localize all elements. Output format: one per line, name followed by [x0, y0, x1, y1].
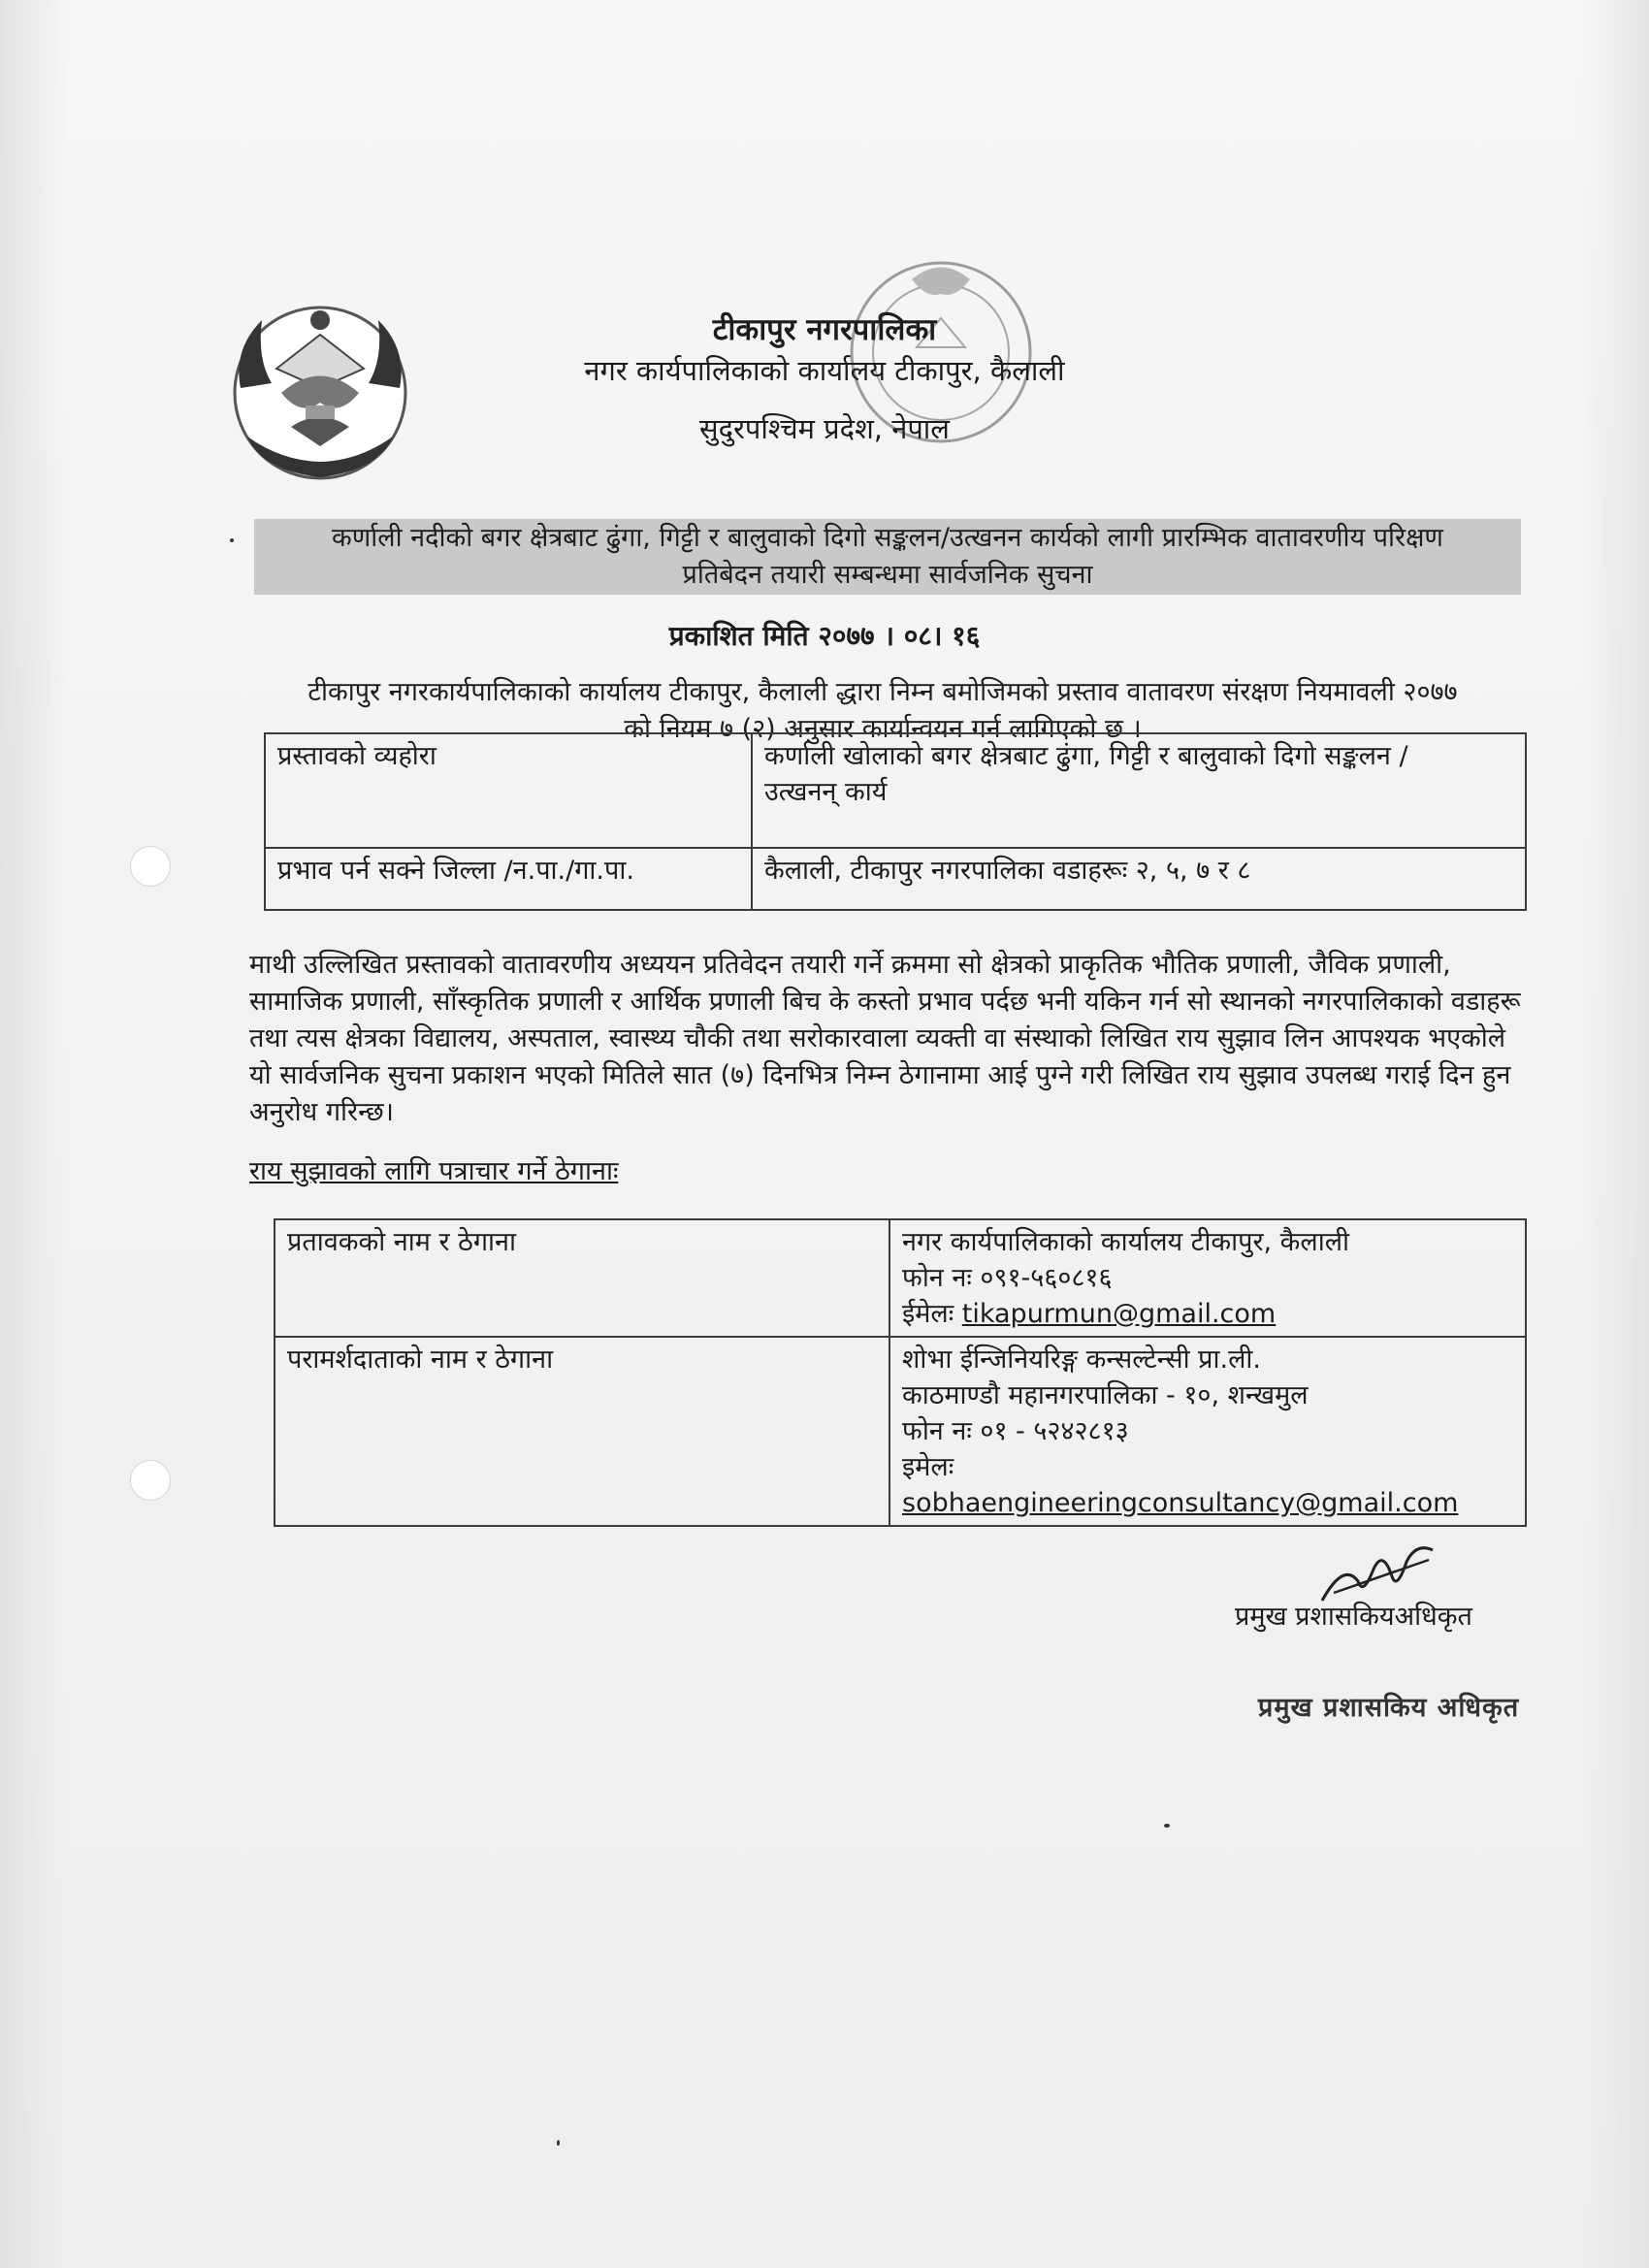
notice-subject-line-2: प्रतिबेदन तयारी सम्बन्धमा सार्वजनिक सुचना	[682, 560, 1093, 590]
consultant-label: परामर्शदाताको नाम र ठेगाना	[275, 1337, 889, 1526]
consultant-email-line	[902, 1449, 1513, 1521]
published-date: प्रकाशित मिति २०७७ । ०८। १६	[668, 620, 981, 652]
punch-hole-bottom	[130, 1460, 171, 1501]
affected-area-value: कैलाली, टीकापुर नगरपालिका वडाहरूः २, ५, ७ र ८	[752, 848, 1526, 910]
proponent-label: प्रतावकको नाम र ठेगाना	[275, 1219, 889, 1337]
proposal-value	[752, 733, 1526, 848]
consultant-name: शोभा ईन्जिनियरिङ्ग कन्सल्टेन्सी प्रा.ली.	[902, 1345, 1261, 1375]
affected-area-label: प्रभाव पर्न सक्ने जिल्ला /न.पा./गा.पा.	[265, 848, 752, 910]
proponent-name: नगर कार्यपालिकाको कार्यालय टीकापुर, कैलाली	[902, 1227, 1350, 1257]
scan-speck	[230, 538, 234, 542]
notice-intro-line-2: को नियम ७ (२) अनुसार कार्यान्वयन गर्न लागिएको छ ।	[624, 714, 1142, 744]
consultant-email[interactable]: sobhaengineeringconsultancy@gmail.com	[902, 1488, 1459, 1518]
province-name: सुदुरपश्चिम प्रदेश, नेपाल	[699, 412, 950, 445]
table-row	[275, 1337, 1526, 1526]
proposal-value-line-2: उत्खनन् कार्य	[764, 777, 888, 807]
proponent-email-line	[902, 1296, 1513, 1332]
proponent-email-label: ईमेलः	[902, 1299, 954, 1329]
signatory-title: प्रमुख प्रशासकियअधिकृत	[1235, 1602, 1472, 1632]
proponent-details	[889, 1219, 1526, 1337]
table-row	[265, 848, 1526, 910]
stamp-title: प्रमुख प्रशासकिय अधिकृत	[1258, 1693, 1520, 1723]
proposal-value-line-1: कर्णाली खोलाको बगर क्षेत्रबाट ढुंगा, गिट्टी र बालुवाको दिगो सङ्कलन /	[764, 741, 1408, 771]
notice-subject	[254, 520, 1521, 594]
address-table	[274, 1218, 1527, 1527]
proponent-email[interactable]: tikapurmun@gmail.com	[961, 1299, 1277, 1329]
punch-hole-top	[130, 846, 171, 887]
office-name: नगर कार्यपालिकाको कार्यालय टीकापुर, कैलाली	[584, 354, 1065, 387]
scan-speck	[557, 2140, 560, 2146]
address-heading: राय सुझावको लागि पत्राचार गर्ने ठेगानाः	[249, 1156, 619, 1186]
org-name: टीकापुर नगरपालिका	[712, 312, 937, 347]
table-row	[265, 733, 1526, 848]
proposal-label: प्रस्तावको व्यहोरा	[265, 733, 752, 848]
proponent-phone: फोन नः ०९१-५६०८१६	[902, 1263, 1113, 1293]
notice-intro-line-1: टीकापुर नगरकार्यपालिकाको कार्यालय टीकापुर, कैलाली द्धारा निम्न बमोजिमको प्रस्ताव वातावरण संरक्षण नियमावली २०७७	[307, 677, 1458, 707]
consultant-phone: फोन नः ०१ - ५२४२८१३	[902, 1416, 1129, 1446]
body-paragraph: माथी उल्लिखित प्रस्तावको वातावरणीय अध्ययन प्रतिवेदन तयारी गर्ने क्रममा सो क्षेत्रको प्राकृतिक भौतिक प्रणाली, जैविक प्रणाली, सामाजिक प्रणाली, साँस्कृतिक प्रणाली र आर्थिक प्रणाली बिच के कस्तो प्रभाव पर्दछ भनी यकिन गर्न सो स्थानको नगरपालिकाको वडाहरू तथा त्यस क्षेत्रका विद्यालय, अस्पताल, स्वास्थ्य चौकी तथा सरोकारवाला व्यक्ती वा संस्थाको लिखित राय सुझाव लिन आपश्यक भएकोले यो सार्वजनिक सुचना प्रकाशन भएको मितिले सात (७) दिनभित्र निम्न ठेगानामा आई पुग्ने गरी लिखित राय सुझाव उपलब्ध गराई दिन हुन अनुरोध गरिन्छ।	[249, 950, 1521, 1127]
consultant-address: काठमाण्डौ महानगरपालिका - १०, शन्खमुल	[902, 1380, 1309, 1410]
proposal-table	[264, 732, 1527, 911]
table-row	[275, 1219, 1526, 1337]
scan-speck	[1164, 1824, 1170, 1828]
notice-subject-line-1: कर्णाली नदीको बगर क्षेत्रबाट ढुंगा, गिट्टी र बालुवाको दिगो सङ्कलन/उत्खनन कार्यको लागी प्रारम्भिक वातावरणीय परिक्षण	[332, 523, 1443, 553]
consultant-email-label: इमेलः	[902, 1452, 954, 1482]
consultant-details	[889, 1337, 1526, 1526]
